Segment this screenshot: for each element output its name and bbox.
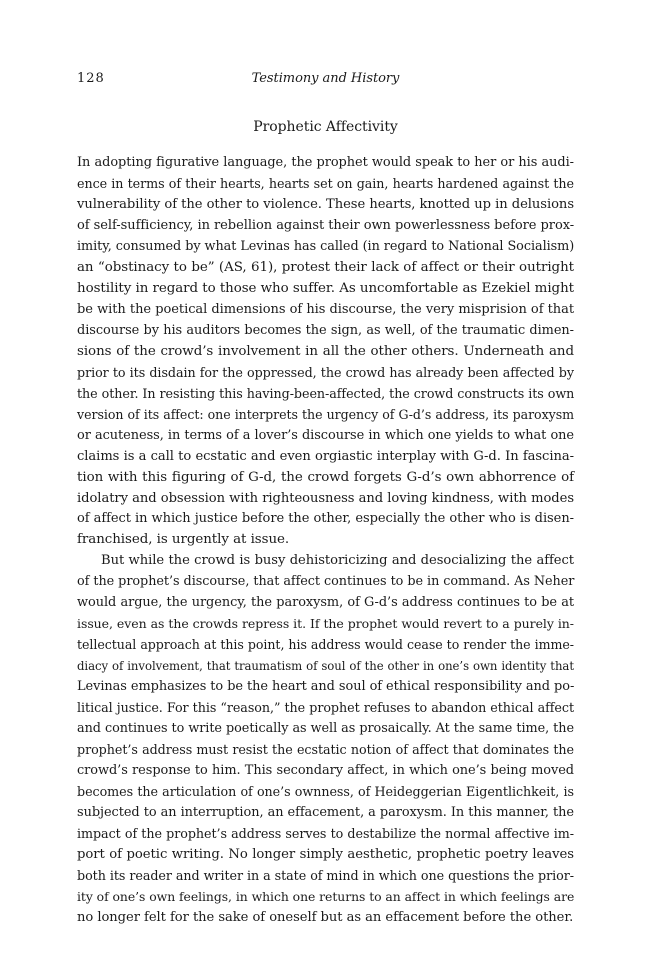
text-line: or acuteness, in terms of a lover’s discourse in which one yields to what one xyxy=(77,427,574,443)
section-heading: Prophetic Affectivity xyxy=(253,119,398,135)
text-line: be with the poetical dimensions of his discourse, the very misprision of that xyxy=(77,301,574,317)
text-line: prior to its disdain for the oppressed, the crowd has already been affected by xyxy=(77,364,574,380)
text-line: of the prophet’s discourse, that affect continues to be in command. As Neher xyxy=(77,574,575,590)
text-line: both its reader and writer in a state of mind in which one questions the prior- xyxy=(77,867,574,883)
text-line: no longer felt for the sake of oneself but as an effacement before the other. xyxy=(77,909,574,925)
text-line: becomes the articulation of one’s ownness, of Heideggerian Eigentlichkeit, is xyxy=(77,784,574,800)
body-text xyxy=(77,153,574,929)
text-line: In adopting figurative language, the prophet would speak to her or his audi- xyxy=(77,155,574,170)
text-line: would argue, the urgency, the paroxysm, of G-d’s address continues to be at xyxy=(77,595,574,611)
text-line: and continues to write poetically as well as prosaically. At the same time, the xyxy=(77,721,574,737)
text-line: crowd’s response to him. This secondary affect, in which one’s being moved xyxy=(77,763,574,779)
text-line: issue, even as the crowds repress it. If the prophet would revert to a purely in- xyxy=(77,616,574,632)
text-line: impact of the prophet’s address serves to destabilize the normal affective im- xyxy=(77,826,574,841)
text-line: hostility in regard to those who suffer. As uncomfortable as Ezekiel might xyxy=(77,280,574,296)
text-line: port of poetic writing. No longer simply aesthetic, prophetic poetry leaves xyxy=(77,846,574,862)
running-title: Testimony and History xyxy=(251,71,400,86)
text-line: ity of one’s own feelings, in which one returns to an affect in which feelings are xyxy=(77,888,575,904)
text-line: diacy of involvement, that traumatism of soul of the other in one’s own identity that xyxy=(77,659,574,674)
text-line: franchised, is urgently at issue. xyxy=(77,532,290,548)
text-line: idolatry and obsession with righteousness and loving kindness, with modes xyxy=(77,490,574,506)
text-line: of affect in which justice before the other, especially the other who is disen- xyxy=(77,511,574,527)
text-line: tion with this figuring of G-d, the crowd forgets G-d’s own abhorrence of xyxy=(77,469,574,485)
text-line: vulnerability of the other to violence. These hearts, knotted up in delusions xyxy=(77,196,574,212)
text-line: claims is a call to ecstatic and even orgiastic interplay with G-d. In fascina- xyxy=(77,448,574,464)
text-line: discourse by his auditors becomes the sign, as well, of the traumatic dimen- xyxy=(77,322,574,338)
text-line: tellectual approach at this point, his address would cease to render the imme- xyxy=(77,637,574,653)
text-line: an “obstinacy to be” (AS, 61), protest their lack of affect or their outright xyxy=(77,259,574,275)
text-line: the other. In resisting this having-been-affected, the crowd constructs its own xyxy=(77,385,575,401)
text-line: of self-sufficiency, in rebellion against their own powerlessness before prox- xyxy=(77,217,575,233)
running-head xyxy=(77,71,574,89)
text-line: But while the crowd is busy dehistoricizing and desocializing the affect xyxy=(101,553,574,569)
page-number: 128 xyxy=(77,71,105,86)
text-line: subjected to an interruption, an effacement, a paroxysm. In this manner, the xyxy=(77,805,574,821)
text-line: Levinas emphasizes to be the heart and soul of ethical responsibility and po- xyxy=(77,679,575,695)
text-line: sions of the crowd’s involvement in all the other others. Underneath and xyxy=(77,343,574,359)
text-line: ence in terms of their hearts, hearts set on gain, hearts hardened against the xyxy=(77,175,574,191)
text-line: version of its affect: one interprets the urgency of G-d’s address, its paroxysm xyxy=(77,406,574,422)
text-line: litical justice. For this “reason,” the prophet refuses to abandon ethical affect xyxy=(77,700,574,716)
text-line: imity, consumed by what Levinas has called (in regard to National Socialism) xyxy=(77,238,575,254)
text-line: prophet’s address must resist the ecstatic notion of affect that dominates the xyxy=(77,742,574,758)
